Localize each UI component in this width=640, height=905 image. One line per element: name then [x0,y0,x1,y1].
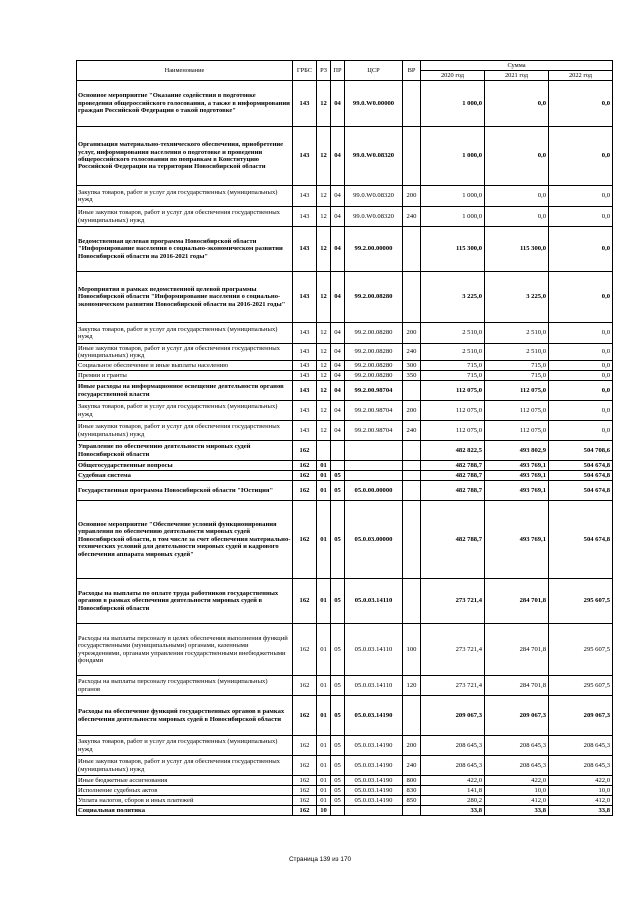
csr-cell: 05.0.03.14110 [345,624,403,676]
vr-cell: 850 [403,796,421,806]
grbs-cell: 162 [293,461,317,471]
vr-cell [403,471,421,481]
amount-2021-cell: 10,0 [485,786,549,796]
table-row [77,323,613,344]
rz-cell: 12 [317,186,331,207]
csr-cell: 05.0.03.14190 [345,756,403,776]
vr-cell: 200 [403,323,421,344]
amount-2021-cell: 493 769,1 [485,501,549,579]
row-name-cell: Расходы на выплаты персоналу государственных (муниципальных) органов [77,676,293,696]
table-row [77,676,613,696]
table-row [77,471,613,481]
amount-2020-cell: 482 822,5 [421,441,485,461]
amount-2021-cell: 715,0 [485,371,549,381]
row-name-cell: Уплата налогов, сборов и иных платежей [77,796,293,806]
amount-2021-cell: 208 645,3 [485,736,549,756]
rz-cell: 12 [317,381,331,401]
csr-cell: 99.2.00.08280 [345,323,403,344]
amount-2020-cell: 208 645,3 [421,756,485,776]
vr-cell: 120 [403,676,421,696]
amount-2021-cell: 493 769,1 [485,471,549,481]
amount-2020-cell: 33,8 [421,806,485,816]
vr-cell: 200 [403,401,421,421]
csr-cell: 05.0.00.00000 [345,481,403,501]
amount-2022-cell: 504 674,8 [549,461,613,471]
vr-cell [403,501,421,579]
grbs-cell: 162 [293,786,317,796]
pr-cell: 04 [331,401,345,421]
row-name-cell: Иные бюджетные ассигнования [77,776,293,786]
pr-cell: 05 [331,501,345,579]
table-row [77,401,613,421]
row-name-cell: Иные закупки товаров, работ и услуг для обеспечения государственных (муниципальных) нужд [77,207,293,227]
row-name-cell: Иные закупки товаров, работ и услуг для обеспечения государственных (муниципальных) нужд [77,756,293,776]
grbs-cell: 162 [293,796,317,806]
amount-2020-cell: 422,0 [421,776,485,786]
amount-2021-cell: 493 802,9 [485,441,549,461]
amount-2022-cell: 0,0 [549,81,613,127]
table-header [77,61,613,81]
amount-2022-cell: 209 067,3 [549,696,613,736]
row-name-cell: Социальное обеспечение и иные выплаты населению [77,361,293,371]
pr-cell: 05 [331,796,345,806]
amount-2020-cell: 280,2 [421,796,485,806]
vr-cell [403,441,421,461]
table-row [77,776,613,786]
table-row [77,579,613,624]
table-row [77,272,613,323]
vr-cell [403,481,421,501]
header-year-2021: 2021 год [485,71,549,81]
amount-2022-cell: 422,0 [549,776,613,786]
amount-2021-cell: 493 769,1 [485,481,549,501]
rz-cell [317,441,331,461]
amount-2022-cell: 295 607,5 [549,579,613,624]
grbs-cell: 143 [293,371,317,381]
vr-cell: 240 [403,421,421,441]
csr-cell: 99.2.00.08280 [345,371,403,381]
vr-cell: 240 [403,756,421,776]
table-row [77,736,613,756]
vr-cell: 240 [403,344,421,361]
rz-cell: 12 [317,272,331,323]
pr-cell: 04 [331,81,345,127]
csr-cell: 99.2.00.08280 [345,344,403,361]
amount-2022-cell: 504 674,8 [549,471,613,481]
grbs-cell: 143 [293,381,317,401]
csr-cell: 99.2.00.08280 [345,272,403,323]
row-name-cell: Закупка товаров, работ и услуг для государственных (муниципальных) нужд [77,323,293,344]
amount-2022-cell: 0,0 [549,186,613,207]
amount-2021-cell: 284 701,8 [485,676,549,696]
grbs-cell: 162 [293,441,317,461]
amount-2022-cell: 0,0 [549,401,613,421]
amount-2022-cell: 295 607,5 [549,624,613,676]
amount-2021-cell: 0,0 [485,207,549,227]
amount-2020-cell: 2 510,0 [421,344,485,361]
amount-2020-cell: 112 075,0 [421,401,485,421]
amount-2020-cell: 1 000,0 [421,127,485,186]
pr-cell: 04 [331,421,345,441]
rz-cell: 01 [317,776,331,786]
rz-cell: 01 [317,471,331,481]
csr-cell: 99.0.W0.00000 [345,81,403,127]
header-sum: Сумма [421,61,613,71]
vr-cell [403,272,421,323]
amount-2020-cell: 273 721,4 [421,579,485,624]
table-row [77,796,613,806]
pr-cell: 05 [331,471,345,481]
row-name-cell: Организация материально-технического обеспечения, приобретение услуг, информирования населения о подготовке и проведении общероссийского голосования по поправкам в Конституцию Российской Федерации на территории Новосибирской области [77,127,293,186]
rz-cell: 01 [317,481,331,501]
row-name-cell: Расходы на выплаты по оплате труда работников государственных органов в рамках обеспечения деятельности мировых судей в Новосибирской области [77,579,293,624]
pr-cell [331,441,345,461]
amount-2022-cell: 0,0 [549,272,613,323]
amount-2021-cell: 422,0 [485,776,549,786]
csr-cell: 05.0.03.14190 [345,796,403,806]
row-name-cell: Закупка товаров, работ и услуг для государственных (муниципальных) нужд [77,401,293,421]
amount-2022-cell: 0,0 [549,371,613,381]
grbs-cell: 143 [293,272,317,323]
amount-2021-cell: 112 075,0 [485,381,549,401]
grbs-cell: 143 [293,401,317,421]
grbs-cell: 143 [293,81,317,127]
pr-cell: 04 [331,186,345,207]
row-name-cell: Общегосударственные вопросы [77,461,293,471]
row-name-cell: Мероприятия в рамках ведомственной целевой программы Новосибирской области "Информирование населения о социально-экономическом развитии Новосибирской области на 2016-2021 годы" [77,272,293,323]
row-name-cell: Иные закупки товаров, работ и услуг для обеспечения государственных (муниципальных) нужд [77,421,293,441]
grbs-cell: 162 [293,756,317,776]
table-row [77,227,613,272]
rz-cell: 01 [317,461,331,471]
vr-cell [403,227,421,272]
vr-cell: 200 [403,186,421,207]
amount-2020-cell: 112 075,0 [421,381,485,401]
amount-2020-cell: 2 510,0 [421,323,485,344]
table-row [77,806,613,816]
table-row [77,381,613,401]
grbs-cell: 162 [293,806,317,816]
amount-2020-cell: 482 788,7 [421,481,485,501]
header-rz: РЗ [317,61,331,81]
csr-cell: 05.0.03.14190 [345,786,403,796]
amount-2022-cell: 412,0 [549,796,613,806]
amount-2022-cell: 504 674,8 [549,501,613,579]
table-row [77,441,613,461]
amount-2022-cell: 0,0 [549,207,613,227]
pr-cell: 05 [331,624,345,676]
row-name-cell: Государственная программа Новосибирской области "Юстиция" [77,481,293,501]
rz-cell: 12 [317,344,331,361]
amount-2020-cell: 208 645,3 [421,736,485,756]
amount-2022-cell: 10,0 [549,786,613,796]
amount-2020-cell: 715,0 [421,361,485,371]
amount-2021-cell: 412,0 [485,796,549,806]
csr-cell: 99.2.00.98704 [345,401,403,421]
table-body [77,81,613,816]
grbs-cell: 162 [293,696,317,736]
header-vr: ВР [403,61,421,81]
row-name-cell: Расходы на обеспечение функций государственных органов в рамках обеспечения деятельности мировых судей в Новосибирской области [77,696,293,736]
grbs-cell: 143 [293,207,317,227]
amount-2020-cell: 1 000,0 [421,186,485,207]
pr-cell: 04 [331,371,345,381]
pr-cell: 05 [331,776,345,786]
amount-2020-cell: 115 300,0 [421,227,485,272]
vr-cell: 240 [403,207,421,227]
csr-cell: 05.0.03.14110 [345,676,403,696]
grbs-cell: 143 [293,361,317,371]
pr-cell: 04 [331,127,345,186]
vr-cell: 350 [403,371,421,381]
table-row [77,371,613,381]
csr-cell: 05.0.03.14190 [345,776,403,786]
rz-cell: 12 [317,127,331,186]
table-row [77,481,613,501]
grbs-cell: 143 [293,344,317,361]
amount-2022-cell: 0,0 [549,227,613,272]
row-name-cell: Иные закупки товаров, работ и услуг для обеспечения государственных (муниципальных) нужд [77,344,293,361]
amount-2022-cell: 33,8 [549,806,613,816]
amount-2021-cell: 112 075,0 [485,421,549,441]
pr-cell [331,461,345,471]
rz-cell: 12 [317,323,331,344]
grbs-cell: 162 [293,501,317,579]
grbs-cell: 162 [293,579,317,624]
rz-cell: 12 [317,361,331,371]
amount-2021-cell: 715,0 [485,361,549,371]
table-row [77,127,613,186]
amount-2022-cell: 0,0 [549,323,613,344]
rz-cell: 01 [317,624,331,676]
row-name-cell: Премии и гранты [77,371,293,381]
pr-cell: 04 [331,344,345,361]
rz-cell: 12 [317,421,331,441]
amount-2021-cell: 0,0 [485,186,549,207]
vr-cell [403,579,421,624]
amount-2021-cell: 115 300,0 [485,227,549,272]
grbs-cell: 143 [293,227,317,272]
table-row [77,501,613,579]
rz-cell: 01 [317,696,331,736]
pr-cell: 04 [331,361,345,371]
csr-cell [345,471,403,481]
amount-2022-cell: 504 674,8 [549,481,613,501]
vr-cell [403,81,421,127]
amount-2022-cell: 0,0 [549,381,613,401]
csr-cell [345,461,403,471]
amount-2021-cell: 3 225,0 [485,272,549,323]
grbs-cell: 162 [293,776,317,786]
pr-cell: 04 [331,381,345,401]
grbs-cell: 162 [293,736,317,756]
csr-cell [345,441,403,461]
csr-cell: 05.0.03.00000 [345,501,403,579]
grbs-cell: 162 [293,471,317,481]
csr-cell [345,806,403,816]
pr-cell: 05 [331,481,345,501]
amount-2022-cell: 0,0 [549,344,613,361]
amount-2020-cell: 3 225,0 [421,272,485,323]
amount-2021-cell: 284 701,8 [485,624,549,676]
amount-2020-cell: 1 000,0 [421,207,485,227]
amount-2021-cell: 0,0 [485,127,549,186]
csr-cell: 05.0.03.14190 [345,736,403,756]
csr-cell: 99.2.00.00000 [345,227,403,272]
pr-cell: 05 [331,696,345,736]
rz-cell: 12 [317,227,331,272]
vr-cell: 100 [403,624,421,676]
grbs-cell: 143 [293,186,317,207]
vr-cell: 200 [403,736,421,756]
vr-cell [403,127,421,186]
amount-2022-cell: 208 645,3 [549,736,613,756]
pr-cell: 04 [331,323,345,344]
rz-cell: 01 [317,501,331,579]
row-name-cell: Социальная политика [77,806,293,816]
pr-cell: 05 [331,786,345,796]
rz-cell: 12 [317,207,331,227]
pr-cell: 05 [331,579,345,624]
header-grbs: ГРБС [293,61,317,81]
csr-cell: 99.2.00.98704 [345,381,403,401]
amount-2020-cell: 209 067,3 [421,696,485,736]
table-row [77,361,613,371]
pr-cell: 05 [331,736,345,756]
row-name-cell: Закупка товаров, работ и услуг для государственных (муниципальных) нужд [77,186,293,207]
amount-2020-cell: 715,0 [421,371,485,381]
rz-cell: 10 [317,806,331,816]
amount-2022-cell: 0,0 [549,361,613,371]
csr-cell: 99.2.00.08280 [345,361,403,371]
csr-cell: 99.2.00.98704 [345,421,403,441]
amount-2021-cell: 2 510,0 [485,344,549,361]
amount-2020-cell: 112 075,0 [421,421,485,441]
row-name-cell: Основное мероприятие "Оказание содействия в подготовке проведения общероссийского голосования, а также в информировании граждан Российской Федерации о такой подготовке" [77,81,293,127]
amount-2021-cell: 284 701,8 [485,579,549,624]
amount-2021-cell: 493 769,1 [485,461,549,471]
amount-2021-cell: 33,8 [485,806,549,816]
table-row [77,421,613,441]
row-name-cell: Расходы на выплаты персоналу в целях обеспечения выполнения функций государственными (муниципальными) органами, казенными учреждениями, органами управления государственными внебюджетными фондами [77,624,293,676]
table-row [77,186,613,207]
grbs-cell: 143 [293,127,317,186]
vr-cell [403,696,421,736]
row-name-cell: Основное мероприятие "Обеспечение условий функционирования управления по обеспечению деятельности мировых судей Новосибирской области, в том числе за счет обеспечения материально-технических условий для деятельности мировых судей и кадрового обеспечения аппарата мировых судей" [77,501,293,579]
amount-2021-cell: 209 067,3 [485,696,549,736]
rz-cell: 01 [317,796,331,806]
rz-cell: 12 [317,401,331,421]
csr-cell: 99.0.W0.08320 [345,186,403,207]
header-year-2022: 2022 год [549,71,613,81]
vr-cell: 830 [403,786,421,796]
amount-2020-cell: 1 000,0 [421,81,485,127]
table-row [77,461,613,471]
amount-2020-cell: 482 788,7 [421,461,485,471]
rz-cell: 12 [317,81,331,127]
page-number: Страница 139 из 170 [288,856,352,863]
amount-2021-cell: 208 645,3 [485,756,549,776]
table-row [77,207,613,227]
amount-2022-cell: 295 607,5 [549,676,613,696]
table-row [77,786,613,796]
amount-2021-cell: 2 510,0 [485,323,549,344]
pr-cell: 04 [331,227,345,272]
amount-2020-cell: 273 721,4 [421,676,485,696]
grbs-cell: 162 [293,676,317,696]
amount-2020-cell: 482 788,7 [421,501,485,579]
amount-2022-cell: 504 708,6 [549,441,613,461]
pr-cell: 04 [331,207,345,227]
csr-cell: 05.0.03.14110 [345,579,403,624]
pr-cell: 04 [331,272,345,323]
grbs-cell: 143 [293,323,317,344]
vr-cell: 800 [403,776,421,786]
csr-cell: 05.0.03.14190 [345,696,403,736]
table-row [77,344,613,361]
amount-2020-cell: 141,8 [421,786,485,796]
grbs-cell: 162 [293,624,317,676]
amount-2022-cell: 0,0 [549,421,613,441]
rz-cell: 01 [317,676,331,696]
csr-cell: 99.0.W0.08320 [345,207,403,227]
pr-cell: 05 [331,756,345,776]
amount-2021-cell: 0,0 [485,81,549,127]
rz-cell: 01 [317,736,331,756]
row-name-cell: Исполнение судебных актов [77,786,293,796]
header-name: Наименование [77,61,293,81]
row-name-cell: Закупка товаров, работ и услуг для государственных (муниципальных) нужд [77,736,293,756]
amount-2020-cell: 273 721,4 [421,624,485,676]
rz-cell: 01 [317,756,331,776]
vr-cell [403,381,421,401]
vr-cell [403,461,421,471]
rz-cell: 12 [317,371,331,381]
header-csr: ЦСР [345,61,403,81]
grbs-cell: 162 [293,481,317,501]
csr-cell: 99.0.W0.08320 [345,127,403,186]
rz-cell: 01 [317,579,331,624]
table-row [77,696,613,736]
vr-cell: 300 [403,361,421,371]
row-name-cell: Управление по обеспечению деятельности мировых судей Новосибирской области [77,441,293,461]
pr-cell [331,806,345,816]
pr-cell: 05 [331,676,345,696]
table-row [77,756,613,776]
row-name-cell: Иные расходы на информационное освещение деятельности органов государственной власти [77,381,293,401]
amount-2020-cell: 482 788,7 [421,471,485,481]
amount-2022-cell: 208 645,3 [549,756,613,776]
header-year-2020: 2020 год [421,71,485,81]
table-row [77,624,613,676]
row-name-cell: Ведомственная целевая программа Новосибирской области "Информирование населения о социально-экономическом развитии Новосибирской области на 2016-2021 годы" [77,227,293,272]
vr-cell [403,806,421,816]
table-row [77,81,613,127]
header-pr: ПР [331,61,345,81]
amount-2021-cell: 112 075,0 [485,401,549,421]
grbs-cell: 143 [293,421,317,441]
rz-cell: 01 [317,786,331,796]
amount-2022-cell: 0,0 [549,127,613,186]
row-name-cell: Судебная система [77,471,293,481]
budget-table [76,60,613,816]
